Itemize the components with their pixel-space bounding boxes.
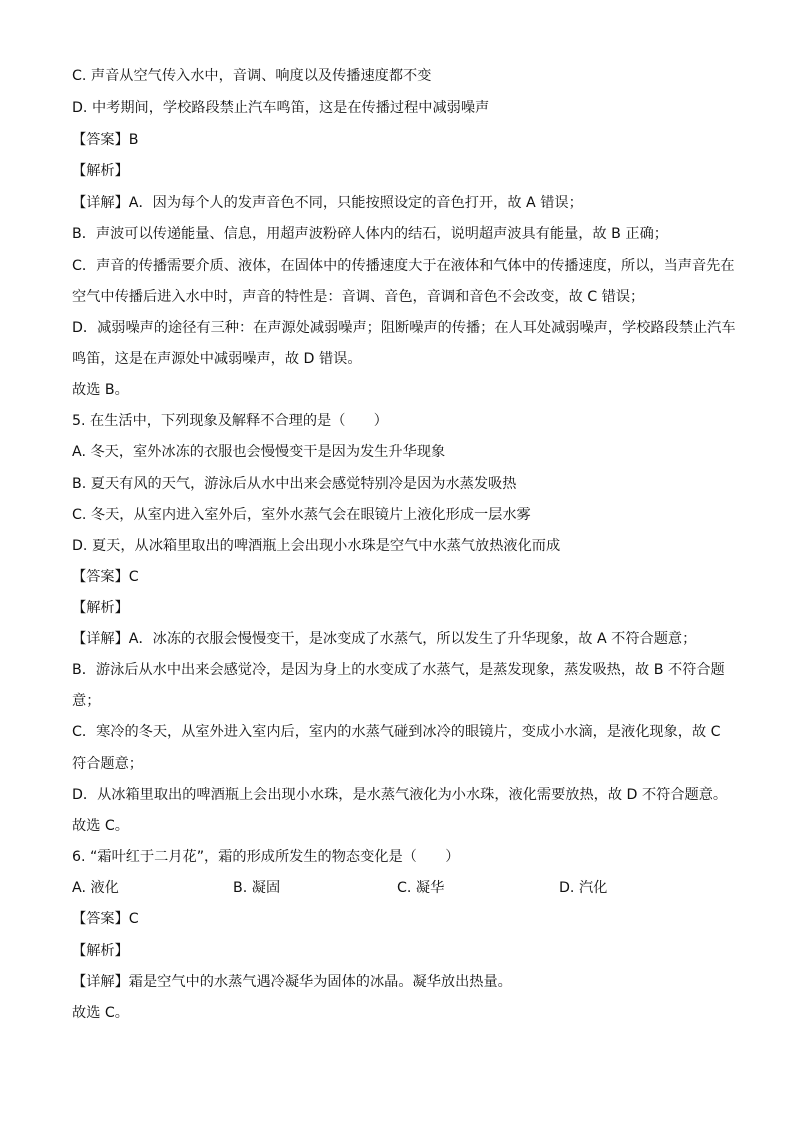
q5-analysis-label: 【解析】 — [72, 600, 129, 616]
q6-option-b: B. 凝固 — [233, 880, 281, 896]
q5-detail-b-2: 意； — [72, 693, 101, 709]
q6-option-c: C. 凝华 — [397, 880, 445, 896]
q5-option-d: D. 夏天，从冰箱里取出的啤酒瓶上会出现小水珠是空气中水蒸气放热液化而成 — [72, 538, 561, 554]
q6-option-d: D. 汽化 — [559, 880, 608, 896]
q4-detail-d-2: 鸣笛，这是在声源处中减弱噪声，故 D 错误。 — [72, 351, 362, 367]
q4-detail-c-1: C．声音的传播需要介质、液体，在固体中的传播速度大于在液体和气体中的传播速度，所以，当声音先在 — [72, 258, 735, 274]
q6-conclusion: 故选 C。 — [72, 1005, 129, 1021]
q6-detail: 【详解】霜是空气中的水蒸气遇冷凝华为固体的冰晶。凝华放出热量。 — [72, 974, 512, 990]
q5-detail-c-1: C．寒冷的冬天，从室外进入室内后，室内的水蒸气碰到冰冷的眼镜片，变成小水滴，是液化现象，故 C — [72, 724, 721, 740]
q4-detail-a: 【详解】A．因为每个人的发声音色不同，只能按照设定的音色打开，故 A 错误； — [72, 195, 583, 211]
q4-answer: 【答案】B — [72, 132, 139, 148]
q6-options-row — [72, 878, 732, 898]
q4-analysis-label: 【解析】 — [72, 163, 129, 179]
q5-option-b: B. 夏天有风的天气，游泳后从水中出来会感觉特别冷是因为水蒸发吸热 — [72, 476, 517, 492]
q4-option-c: C. 声音从空气传入水中，音调、响度以及传播速度都不变 — [72, 68, 432, 84]
q4-detail-d-1: D．减弱噪声的途径有三种：在声源处减弱噪声；阻断噪声的传播；在人耳处减弱噪声，学校路段禁止汽车 — [72, 320, 736, 336]
q5-option-c: C. 冬天，从室内进入室外后，室外水蒸气会在眼镜片上液化形成一层水雾 — [72, 507, 531, 523]
q4-detail-b: B．声波可以传递能量、信息，用超声波粉碎人体内的结石，说明超声波具有能量，故 B 正确； — [72, 226, 668, 242]
q5-detail-d: D．从冰箱里取出的啤酒瓶上会出现小水珠，是水蒸气液化为小水珠，液化需要放热，故 D 不符合题意。 — [72, 787, 728, 803]
q5-detail-b-1: B．游泳后从水中出来会感觉冷，是因为身上的水变成了水蒸气，是蒸发现象，蒸发吸热，故 B 不符合题 — [72, 662, 725, 678]
q6-answer: 【答案】C — [72, 911, 139, 927]
q5-conclusion: 故选 C。 — [72, 818, 129, 834]
q4-detail-c-2: 空气中传播后进入水中时，声音的特性是：音调、音色，音调和音色不会改变，故 C 错误； — [72, 289, 645, 305]
q6-stem: 6. “霜叶红于二月花”，霜的形成所发生的物态变化是（ ） — [72, 849, 460, 865]
q4-conclusion: 故选 B。 — [72, 382, 129, 398]
q6-option-a: A. 液化 — [72, 880, 119, 896]
q5-detail-c-2: 符合题意； — [72, 756, 143, 772]
q5-stem: 5. 在生活中，下列现象及解释不合理的是（ ） — [72, 413, 388, 429]
q5-answer: 【答案】C — [72, 569, 139, 585]
q5-option-a: A. 冬天，室外冰冻的衣服也会慢慢变干是因为发生升华现象 — [72, 444, 446, 460]
q4-option-d: D. 中考期间，学校路段禁止汽车鸣笛，这是在传播过程中减弱噪声 — [72, 100, 490, 116]
q5-detail-a: 【详解】A．冰冻的衣服会慢慢变干，是冰变成了水蒸气，所以发生了升华现象，故 A 不符合题意； — [72, 631, 697, 647]
q6-analysis-label: 【解析】 — [72, 943, 129, 959]
